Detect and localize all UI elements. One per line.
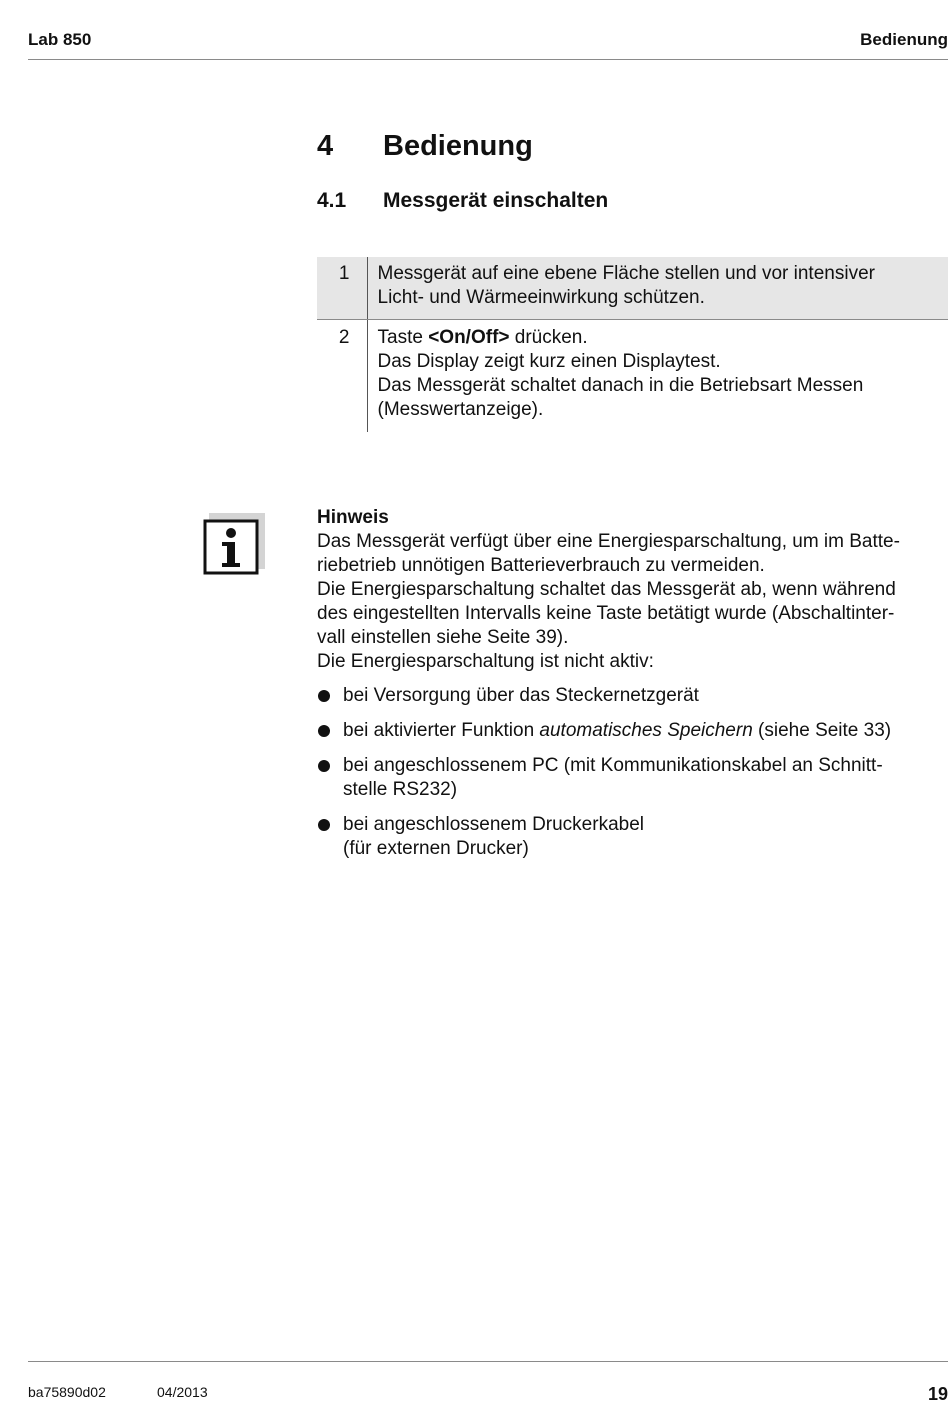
info-icon xyxy=(203,513,265,575)
note-line: des eingestellten Intervalls keine Taste betätigt wurde (Abschaltinter- xyxy=(317,603,895,624)
bullet-text-pre: bei aktivierter Funktion xyxy=(343,720,540,741)
step-row xyxy=(317,257,948,320)
bullet-dot-icon xyxy=(318,819,330,831)
step-line: Messgerät auf eine ebene Fläche stellen und vor intensiver xyxy=(377,263,875,284)
list-item xyxy=(317,754,948,802)
step-text xyxy=(367,257,948,320)
bullet-line: bei angeschlossenem Druckerkabel xyxy=(343,814,644,835)
note-line: Das Messgerät verfügt über eine Energiesparschaltung, um im Batte- xyxy=(317,531,900,552)
chapter-number: 4 xyxy=(317,130,334,162)
note-line: Die Energiesparschaltung schaltet das Messgerät ab, wenn während xyxy=(317,579,896,600)
step-number: 2 xyxy=(317,320,367,433)
step-line: (Messwertanzeige). xyxy=(377,399,544,420)
bullet-dot-icon xyxy=(318,760,330,772)
document-date: 04/2013 xyxy=(157,1384,208,1400)
header-product-name: Lab 850 xyxy=(28,30,92,49)
bullet-line: stelle RS232) xyxy=(343,779,458,800)
step-text xyxy=(367,320,948,433)
step-row xyxy=(317,320,948,433)
section-heading xyxy=(317,189,608,213)
page-number: 19 xyxy=(927,1384,948,1404)
bullet-dot-icon xyxy=(318,690,330,702)
bullet-line: bei Versorgung über das Steckernetzgerät xyxy=(343,685,699,706)
section-title: Messgerät einschalten xyxy=(383,189,609,212)
key-label: <On/Off> xyxy=(428,327,510,348)
step-line: Das Messgerät schaltet danach in die Betriebsart Messen xyxy=(377,375,864,396)
bullet-line xyxy=(343,719,948,743)
page-footer xyxy=(28,1361,948,1410)
function-name: automatisches Speichern xyxy=(539,720,753,741)
list-item xyxy=(317,813,948,861)
step-line xyxy=(378,326,949,350)
step-number: 1 xyxy=(317,257,367,320)
steps-table xyxy=(317,257,948,432)
note-line: Die Energiesparschaltung ist nicht aktiv: xyxy=(317,651,654,672)
section-number: 4.1 xyxy=(317,189,347,212)
list-item xyxy=(317,719,948,743)
page-header xyxy=(28,27,948,60)
chapter-heading xyxy=(317,130,533,163)
document-id: ba75890d02 xyxy=(28,1384,106,1400)
bullet-dot-icon xyxy=(318,725,330,737)
bullet-line: bei angeschlossenem PC (mit Kommunikationskabel an Schnitt- xyxy=(343,755,883,776)
step-line-post: drücken. xyxy=(509,327,588,348)
step-line-pre: Taste xyxy=(377,327,429,348)
note-line: vall einstellen siehe Seite 39). xyxy=(317,627,569,648)
step-line: Licht- und Wärmeeinwirkung schützen. xyxy=(377,287,705,308)
list-item xyxy=(317,684,948,708)
bullet-list xyxy=(317,684,948,861)
header-chapter-name: Bedienung xyxy=(860,30,948,49)
note-block xyxy=(317,506,948,872)
bullet-text-post: (siehe Seite 33) xyxy=(752,720,892,741)
step-line: Das Display zeigt kurz einen Displaytest. xyxy=(377,351,721,372)
note-title: Hinweis xyxy=(317,507,389,528)
note-line: riebetrieb unnötigen Batterieverbrauch zu vermeiden. xyxy=(317,555,765,576)
bullet-line: (für externen Drucker) xyxy=(343,838,529,859)
chapter-title: Bedienung xyxy=(383,130,533,162)
